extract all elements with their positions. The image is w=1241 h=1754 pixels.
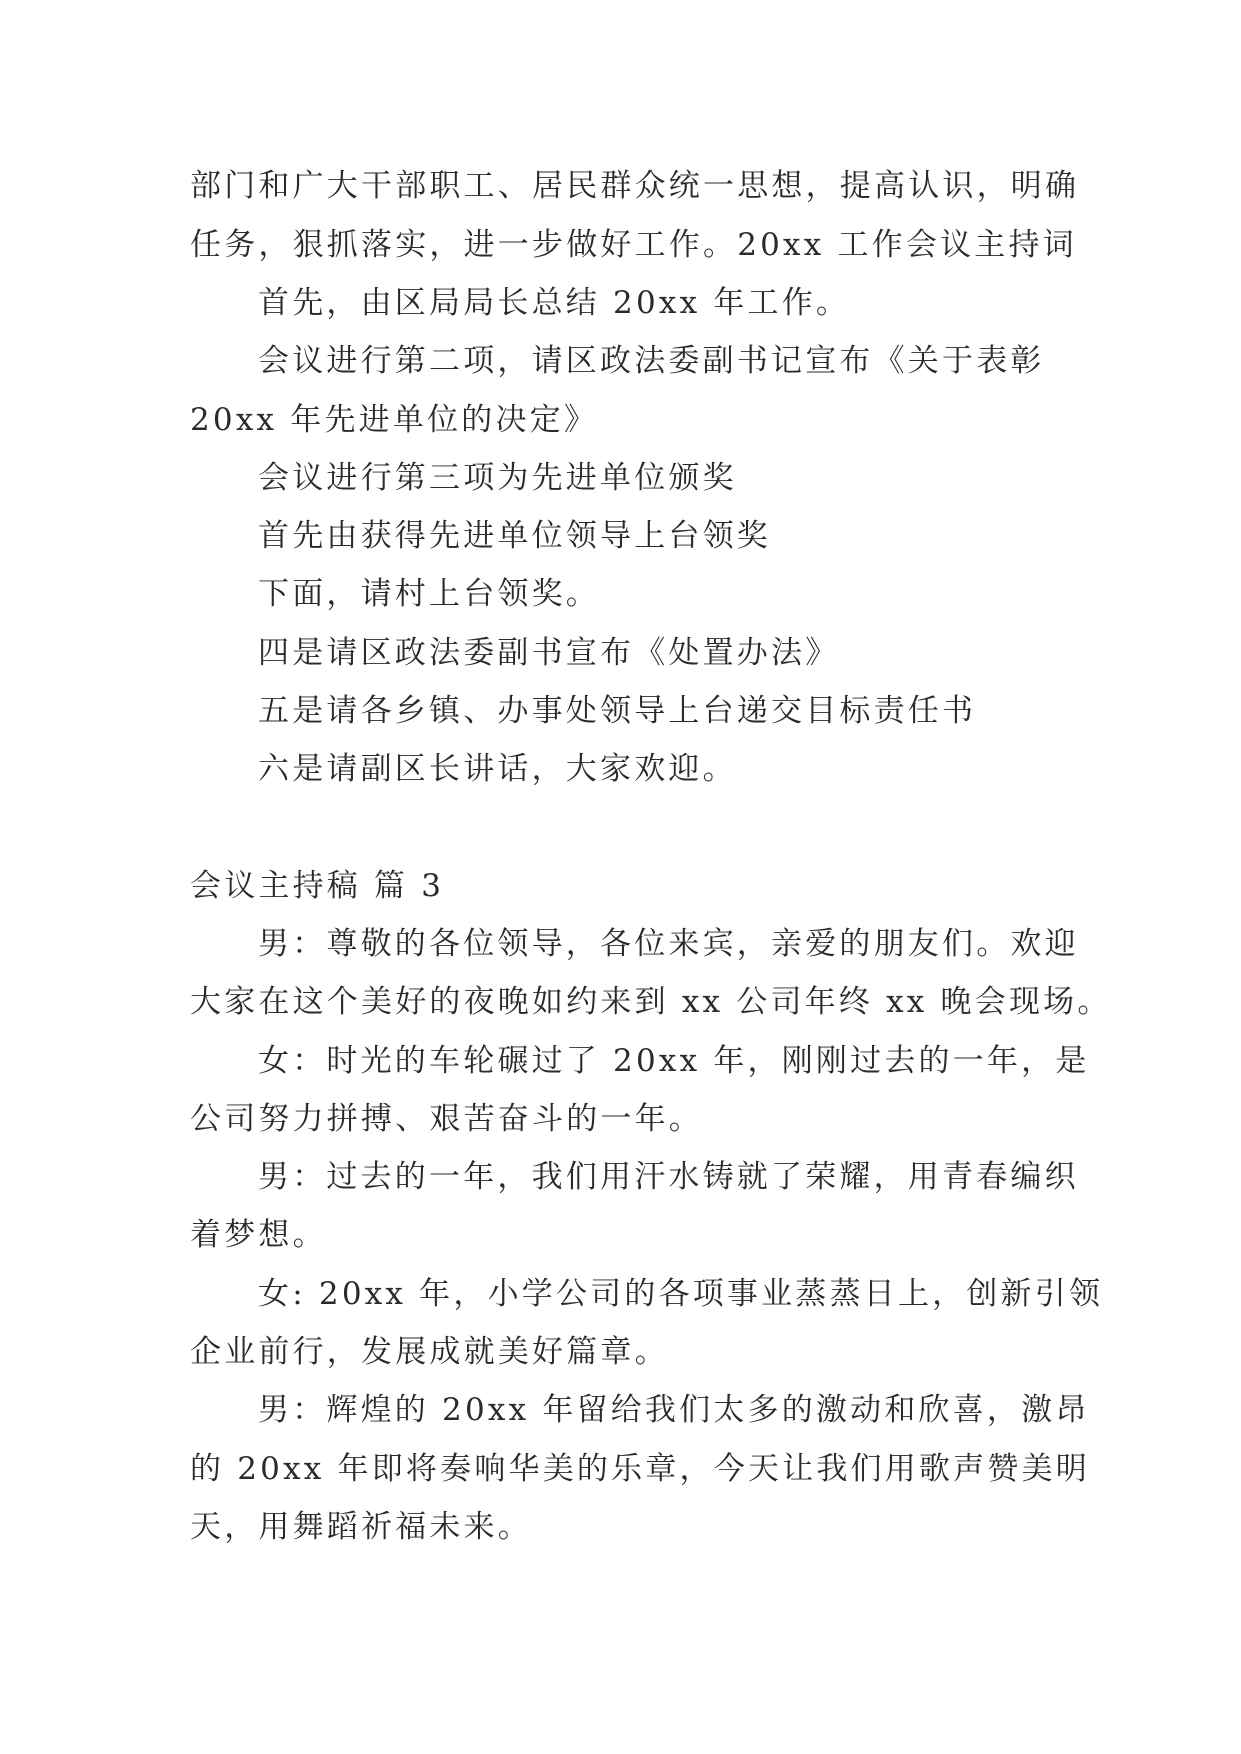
section-heading: 会议主持稿 篇 3	[190, 868, 445, 904]
paragraph-line: 任务，狠抓落实，进一步做好工作。20xx 工作会议主持词	[190, 227, 1077, 263]
paragraph-line: 企业前行，发展成就美好篇章。	[190, 1334, 669, 1370]
paragraph-line: 会议进行第二项，请区政法委副书记宣布《关于表彰	[258, 343, 1045, 379]
paragraph-line: 20xx 年先进单位的决定》	[190, 402, 599, 438]
paragraph-line: 下面，请村上台领奖。	[258, 576, 600, 612]
paragraph-line: 大家在这个美好的夜晚如约来到 xx 公司年终 xx 晚会现场。	[190, 984, 1112, 1020]
paragraph-line: 首先由获得先进单位领导上台领奖	[258, 518, 771, 554]
paragraph-line: 部门和广大干部职工、居民群众统一思想，提高认识，明确	[190, 168, 1080, 204]
paragraph-line: 会议进行第三项为先进单位颁奖	[258, 460, 737, 496]
paragraph-line: 女：时光的车轮碾过了 20xx 年，刚刚过去的一年，是	[258, 1043, 1090, 1079]
paragraph-line: 公司努力拼搏、艰苦奋斗的一年。	[190, 1101, 703, 1137]
paragraph-line: 五是请各乡镇、办事处领导上台递交目标责任书	[258, 693, 977, 729]
paragraph-line: 四是请区政法委副书宣布《处置办法》	[258, 635, 840, 671]
paragraph-line: 天，用舞蹈祈福未来。	[190, 1509, 532, 1545]
paragraph-line: 女: 20xx 年，小学公司的各项事业蒸蒸日上，创新引领	[258, 1276, 1104, 1312]
paragraph-line: 男：辉煌的 20xx 年留给我们太多的激动和欣喜，激昂	[258, 1392, 1090, 1428]
paragraph-line: 男：尊敬的各位领导，各位来宾，亲爱的朋友们。欢迎	[258, 926, 1079, 962]
paragraph-line: 着梦想。	[190, 1217, 327, 1253]
paragraph-line: 首先，由区局局长总结 20xx 年工作。	[258, 285, 851, 321]
paragraph-line: 六是请副区长讲话，大家欢迎。	[258, 751, 737, 787]
paragraph-line: 男：过去的一年，我们用汗水铸就了荣耀，用青春编织	[258, 1159, 1079, 1195]
paragraph-line: 的 20xx 年即将奏响华美的乐章，今天让我们用歌声赞美明	[190, 1451, 1090, 1487]
